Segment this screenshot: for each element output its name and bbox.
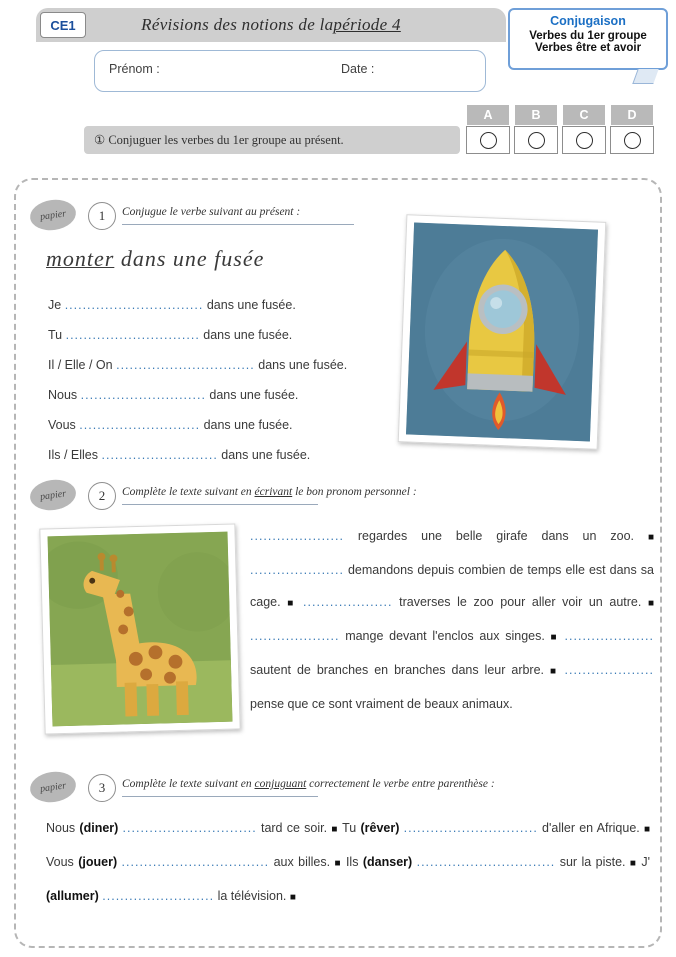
circle-icon — [480, 132, 497, 149]
answer-blank[interactable]: ............................... — [416, 855, 556, 869]
circle-icon — [576, 132, 593, 149]
text-fragment: pense que ce sont vraiment de beaux animaux. — [250, 697, 513, 711]
row-tail: dans une fusée. — [258, 358, 348, 372]
answer-blank[interactable]: ............................... — [64, 298, 204, 312]
answer-blank[interactable]: ............................... — [116, 358, 255, 372]
exercise-1-verb-rest: dans une fusée — [120, 246, 265, 271]
page-title-pre: Révisions des notions de la — [141, 15, 334, 34]
competence-label: ① Conjuguer les verbes du 1er groupe au présent. — [84, 126, 460, 154]
giraffe-icon — [48, 532, 233, 727]
exercise-1-header — [30, 200, 390, 234]
level-badge: CE1 — [40, 12, 86, 38]
row-tail: dans une fusée. — [203, 328, 293, 342]
pronoun: Vous — [48, 418, 76, 432]
topic-line-3: Verbes être et avoir — [534, 42, 642, 54]
student-identity-box — [94, 50, 486, 92]
grid-cell-d[interactable] — [610, 126, 654, 154]
answer-blank[interactable]: .......................... — [101, 448, 218, 462]
pronoun: Je — [48, 298, 62, 312]
answer-blank[interactable]: .............................. — [403, 821, 538, 835]
row-tail: dans une fusée. — [221, 448, 311, 462]
giraffe-illustration — [39, 523, 240, 734]
grid-cell-b[interactable] — [514, 126, 558, 154]
pronoun: Ils / Elles — [48, 448, 99, 462]
grid-header-b: B — [514, 104, 558, 126]
grid-cell-c[interactable] — [562, 126, 606, 154]
exercise-3-instruction — [122, 776, 495, 791]
answer-blank[interactable]: .............................. — [122, 821, 257, 835]
conjugation-row[interactable] — [48, 320, 378, 350]
verb-infinitive: (allumer) — [46, 889, 99, 903]
row-tail: dans une fusée. — [206, 298, 296, 312]
exercise-1-conjugation-list — [48, 290, 378, 470]
verb-infinitive: (diner) — [79, 821, 119, 835]
separator-icon: ■ — [647, 598, 655, 609]
text-fragment: d'aller en Afrique. — [542, 821, 640, 835]
conjugation-row[interactable] — [48, 410, 378, 440]
text-fragment: sur la piste. — [559, 855, 626, 869]
conjugation-row[interactable] — [48, 350, 378, 380]
exercise-3-number: 3 — [88, 774, 116, 802]
answer-blank[interactable]: ................................. — [121, 855, 270, 869]
evaluation-grid — [466, 104, 656, 154]
answer-blank[interactable]: ..................... — [250, 563, 344, 577]
separator-icon: ■ — [331, 824, 339, 835]
exercise-2-instruction-tail: le bon pronom personnel : — [292, 486, 417, 498]
separator-icon: ■ — [550, 632, 559, 643]
text-fragment: la télévision. — [217, 889, 287, 903]
page-title-period: période 4 — [333, 15, 401, 34]
text-fragment: traverses le zoo pour aller voir un autre. — [399, 595, 642, 609]
grid-header-c: C — [562, 104, 606, 126]
exercise-2-instruction-key: écrivant — [254, 486, 293, 498]
text-fragment: Nous — [46, 821, 76, 835]
text-fragment: demandons depuis combien de temps elle est dans sa cage. — [250, 563, 654, 609]
exercise-1-rule — [122, 224, 354, 225]
topic-box-tail — [632, 69, 658, 84]
circle-icon — [528, 132, 545, 149]
page-title — [36, 8, 506, 42]
separator-icon: ■ — [289, 892, 296, 903]
exercise-2-instruction-pre: Complète le texte suivant en — [122, 486, 255, 498]
exercise-3-rule — [122, 796, 318, 797]
text-fragment: Vous — [46, 855, 74, 869]
answer-blank[interactable]: ........................... — [79, 418, 201, 432]
text-fragment: mange devant l'enclos aux singes. — [345, 629, 545, 643]
text-fragment: tard ce soir. — [260, 821, 328, 835]
separator-icon: ■ — [647, 532, 654, 543]
exercise-1-verb: monter — [46, 246, 115, 271]
text-fragment: Tu — [342, 821, 357, 835]
exercise-1-verb-phrase — [46, 246, 264, 272]
answer-blank[interactable]: ......................... — [102, 889, 215, 903]
pronoun: Tu — [48, 328, 63, 342]
exercise-3-header — [30, 772, 610, 806]
pronoun: Il / Elle / On — [48, 358, 113, 372]
exercise-3-instruction-pre: Complète le texte suivant en — [122, 778, 255, 790]
competence-row — [84, 104, 656, 154]
separator-icon: ■ — [334, 858, 342, 869]
rocket-illustration — [398, 214, 607, 450]
exercise-3-text — [46, 812, 650, 914]
paper-badge-icon: papier — [28, 769, 78, 805]
separator-icon: ■ — [287, 598, 297, 609]
answer-blank[interactable]: .............................. — [65, 328, 200, 342]
conjugation-row[interactable] — [48, 380, 378, 410]
grid-header-d: D — [610, 104, 654, 126]
answer-blank[interactable]: ..................... — [250, 529, 344, 543]
text-fragment: aux billes. — [273, 855, 331, 869]
answer-blank[interactable]: .................... — [250, 629, 340, 643]
exercise-3-instruction-tail: correctement le verbe entre parenthèse : — [306, 778, 495, 790]
separator-icon: ■ — [550, 666, 559, 677]
answer-blank[interactable]: ............................ — [80, 388, 206, 402]
answer-blank[interactable]: .................... — [564, 663, 654, 677]
text-fragment: Ils — [345, 855, 359, 869]
exercise-2-number: 2 — [88, 482, 116, 510]
separator-icon: ■ — [643, 824, 651, 835]
exercise-1-number: 1 — [88, 202, 116, 230]
paper-badge-icon: papier — [28, 197, 78, 233]
exercise-3-instruction-key: conjuguant — [254, 778, 307, 790]
topic-line-2: Verbes du 1er groupe — [529, 30, 647, 42]
exercise-2-instruction — [122, 484, 417, 499]
text-fragment: regardes une belle girafe dans un zoo. — [357, 529, 634, 543]
prenom-label: Prénom : — [109, 62, 160, 76]
topic-box — [508, 8, 668, 70]
exercise-2-rule — [122, 504, 318, 505]
conjugation-row[interactable] — [48, 290, 378, 320]
paper-badge-icon: papier — [28, 477, 78, 513]
separator-icon: ■ — [629, 858, 637, 869]
text-fragment: sautent de branches en branches dans leur arbre. — [250, 663, 545, 677]
header-title-bar — [36, 8, 506, 42]
grid-header-a: A — [466, 104, 510, 126]
rocket-icon — [406, 223, 598, 442]
page-header — [10, 6, 666, 94]
exercise-2-text — [250, 520, 654, 720]
grid-cell-a[interactable] — [466, 126, 510, 154]
answer-blank[interactable]: .................... — [564, 629, 655, 643]
exercise-1-instruction-text: Conjugue le verbe suivant au présent : — [122, 206, 301, 218]
pronoun: Nous — [48, 388, 78, 402]
conjugation-row[interactable] — [48, 440, 378, 470]
date-label: Date : — [341, 62, 375, 76]
exercise-1-instruction — [122, 204, 300, 219]
text-fragment: J' — [641, 855, 650, 869]
verb-infinitive: (rêver) — [360, 821, 400, 835]
topic-title: Conjugaison — [550, 14, 626, 28]
circle-icon — [624, 132, 641, 149]
exercise-2-header — [30, 480, 550, 514]
row-tail: dans une fusée. — [209, 388, 299, 402]
verb-infinitive: (danser) — [362, 855, 413, 869]
answer-blank[interactable]: .................... — [303, 595, 393, 609]
row-tail: dans une fusée. — [203, 418, 293, 432]
verb-infinitive: (jouer) — [78, 855, 118, 869]
